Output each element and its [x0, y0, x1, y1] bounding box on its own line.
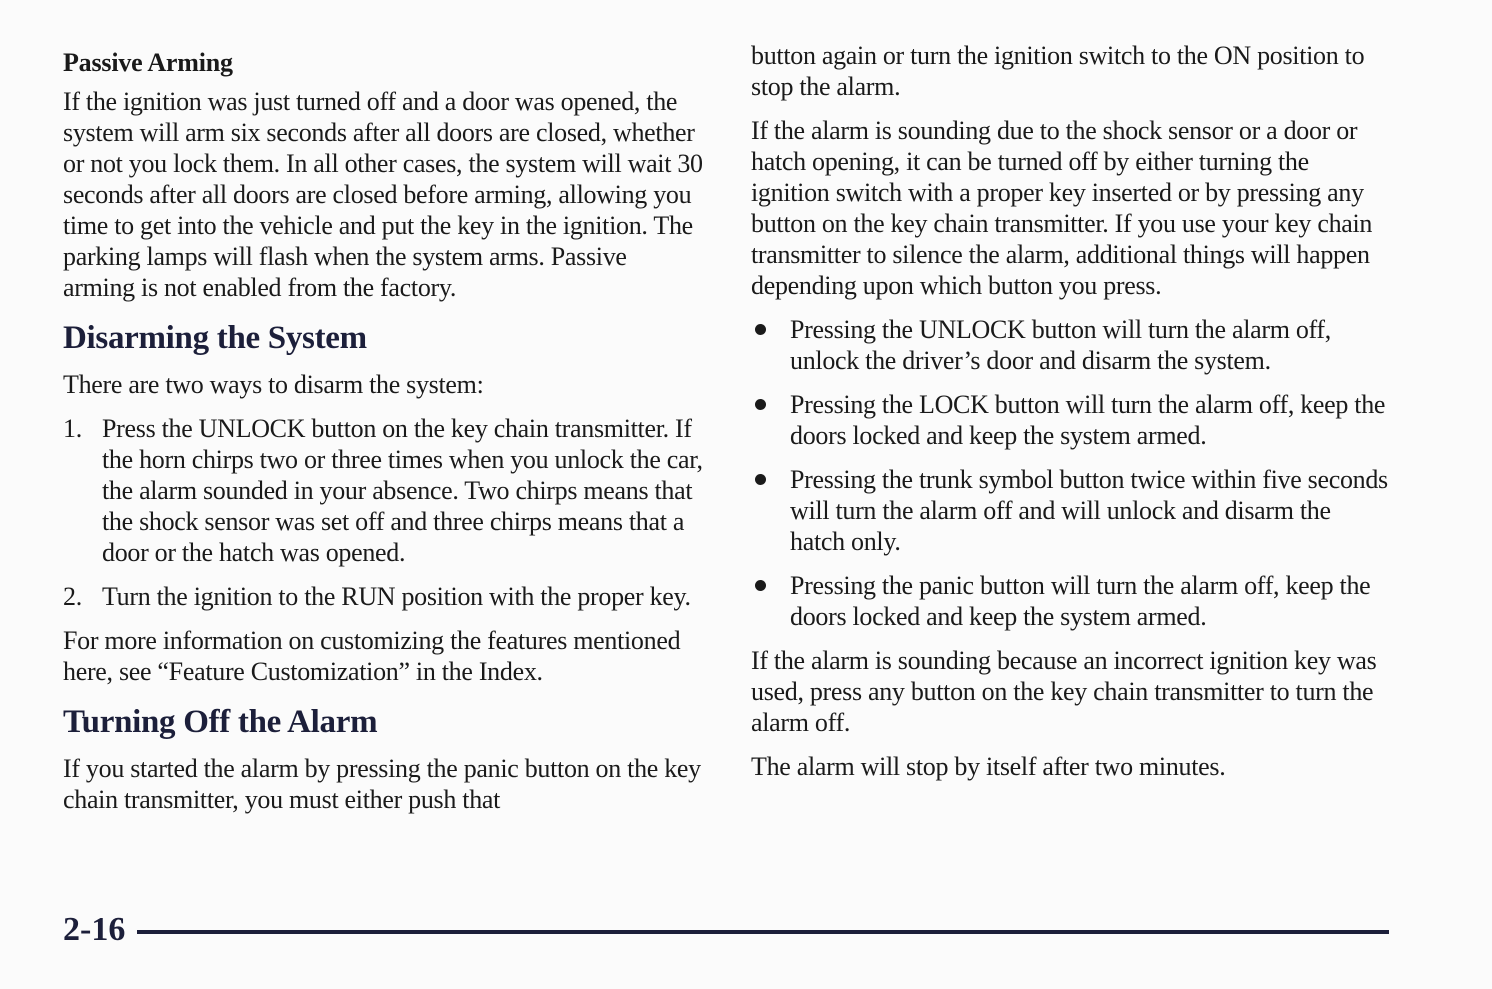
list-item: [751, 464, 1391, 557]
list-item: [751, 570, 1391, 632]
step-number: 1.: [63, 414, 82, 443]
shock-sensor-paragraph: If the alarm is sounding due to the shock sensor or a door or hatch opening, it can be turned off by either turning the ignition switch with a proper key inserted or by pressing any button on the key chain transmitter. If you use your key chain transmitter to silence the alarm, additional things will happen depending upon which button you press.: [751, 116, 1373, 300]
transmitter-button-list: [751, 314, 1391, 632]
bullet-icon: [755, 474, 766, 485]
footer-rule: [137, 930, 1389, 934]
list-item: [751, 314, 1391, 376]
passive-arming-paragraph: If the ignition was just turned off and a door was opened, the system will arm six seconds after all doors are closed, whether or not you lock them. In all other cases, the system will wait 30 seconds after all doors are closed before arming, allowing you time to get into the vehicle and put the key in the ignition. The parking lamps will flash when the system arms. Passive arming is not enabled from the factory.: [63, 87, 703, 302]
step-number: 2.: [63, 582, 82, 611]
step-text: Press the UNLOCK button on the key chain transmitter. If the horn chirps two or three times when you unlock the car, the alarm sounded in your absence. Two chirps means that the shock sensor was set off and three chirps means that a door or the hatch was opened.: [102, 414, 703, 567]
disarm-steps-list: [63, 413, 703, 612]
list-item: [63, 581, 703, 612]
disarming-intro: There are two ways to disarm the system:: [63, 370, 484, 399]
incorrect-key-paragraph: If the alarm is sounding because an incorrect ignition key was used, press any button on the key chain transmitter to turn the alarm off.: [751, 646, 1377, 737]
bullet-icon: [755, 399, 766, 410]
bullet-text: Pressing the LOCK button will turn the alarm off, keep the doors locked and keep the system armed.: [790, 390, 1386, 450]
step-text: Turn the ignition to the RUN position with the proper key.: [102, 582, 691, 611]
page-number: 2-16: [63, 911, 126, 948]
continued-paragraph: button again or turn the ignition switch to the ON position to stop the alarm.: [751, 41, 1365, 101]
bullet-text: Pressing the UNLOCK button will turn the alarm off, unlock the driver’s door and disarm the system.: [790, 315, 1331, 375]
auto-stop-paragraph: The alarm will stop by itself after two minutes.: [751, 752, 1226, 781]
bullet-text: Pressing the panic button will turn the alarm off, keep the doors locked and keep the system armed.: [790, 571, 1371, 631]
turning-off-heading: Turning Off the Alarm: [63, 704, 378, 740]
bullet-icon: [755, 580, 766, 591]
list-item: [63, 413, 703, 568]
passive-arming-heading: Passive Arming: [63, 48, 233, 77]
page-footer: [63, 908, 1389, 952]
right-column: [751, 40, 1391, 795]
left-column: [63, 40, 703, 828]
turning-off-paragraph: If you started the alarm by pressing the panic button on the key chain transmitter, you must either push that: [63, 754, 701, 814]
disarming-heading: Disarming the System: [63, 320, 367, 356]
bullet-text: Pressing the trunk symbol button twice within five seconds will turn the alarm off and will unlock and disarm the hatch only.: [790, 465, 1388, 556]
bullet-icon: [755, 324, 766, 335]
list-item: [751, 389, 1391, 451]
more-info-paragraph: For more information on customizing the features mentioned here, see “Feature Customization” in the Index.: [63, 626, 681, 686]
